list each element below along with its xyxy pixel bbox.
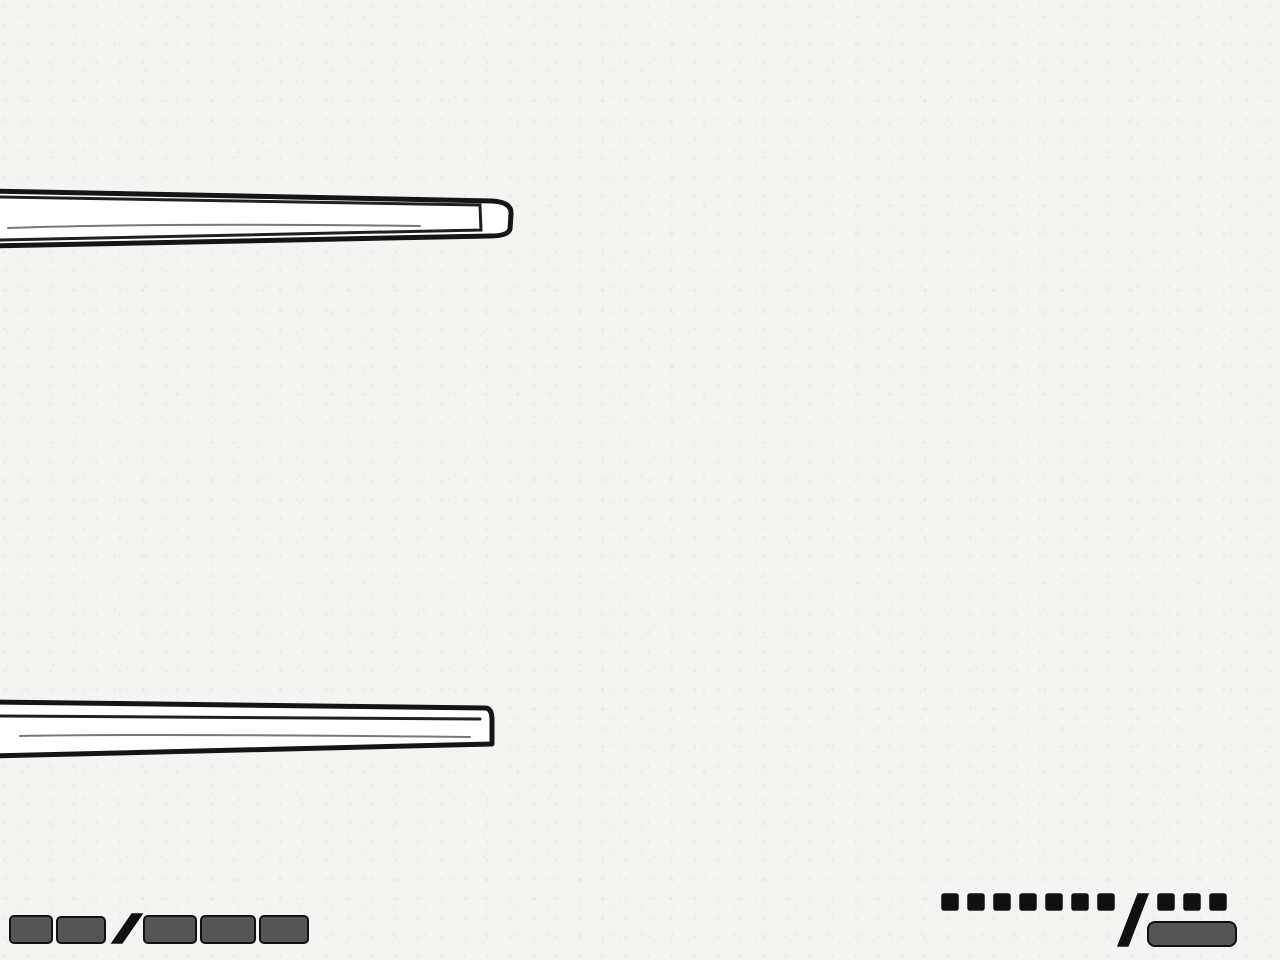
right-mark-dash-1 — [942, 894, 958, 910]
right-mark-dash-6 — [1072, 894, 1088, 910]
right-mark-dash-5 — [1046, 894, 1062, 910]
right-mark-dash-10 — [1210, 894, 1226, 910]
lower-chopstick — [0, 702, 492, 756]
right-mark-dash-9 — [1184, 894, 1200, 910]
left-mark-block-3 — [144, 916, 196, 943]
right-mark-dash-8 — [1158, 894, 1174, 910]
left-mark-slash — [112, 914, 142, 943]
left-illegible-mark — [10, 914, 308, 943]
left-mark-block-1 — [10, 916, 52, 943]
right-mark-dash-3 — [994, 894, 1010, 910]
right-mark-dash-7 — [1098, 894, 1114, 910]
lower-chopstick-body — [0, 702, 492, 756]
right-mark-dash-4 — [1020, 894, 1036, 910]
right-mark-dash-2 — [968, 894, 984, 910]
right-mark-base — [1148, 922, 1236, 946]
left-mark-block-2 — [57, 917, 105, 943]
left-mark-block-5 — [260, 916, 308, 943]
right-mark-slash — [1118, 894, 1148, 946]
upper-chopstick — [0, 191, 511, 246]
right-illegible-mark — [942, 894, 1236, 946]
left-mark-block-4 — [201, 916, 255, 943]
